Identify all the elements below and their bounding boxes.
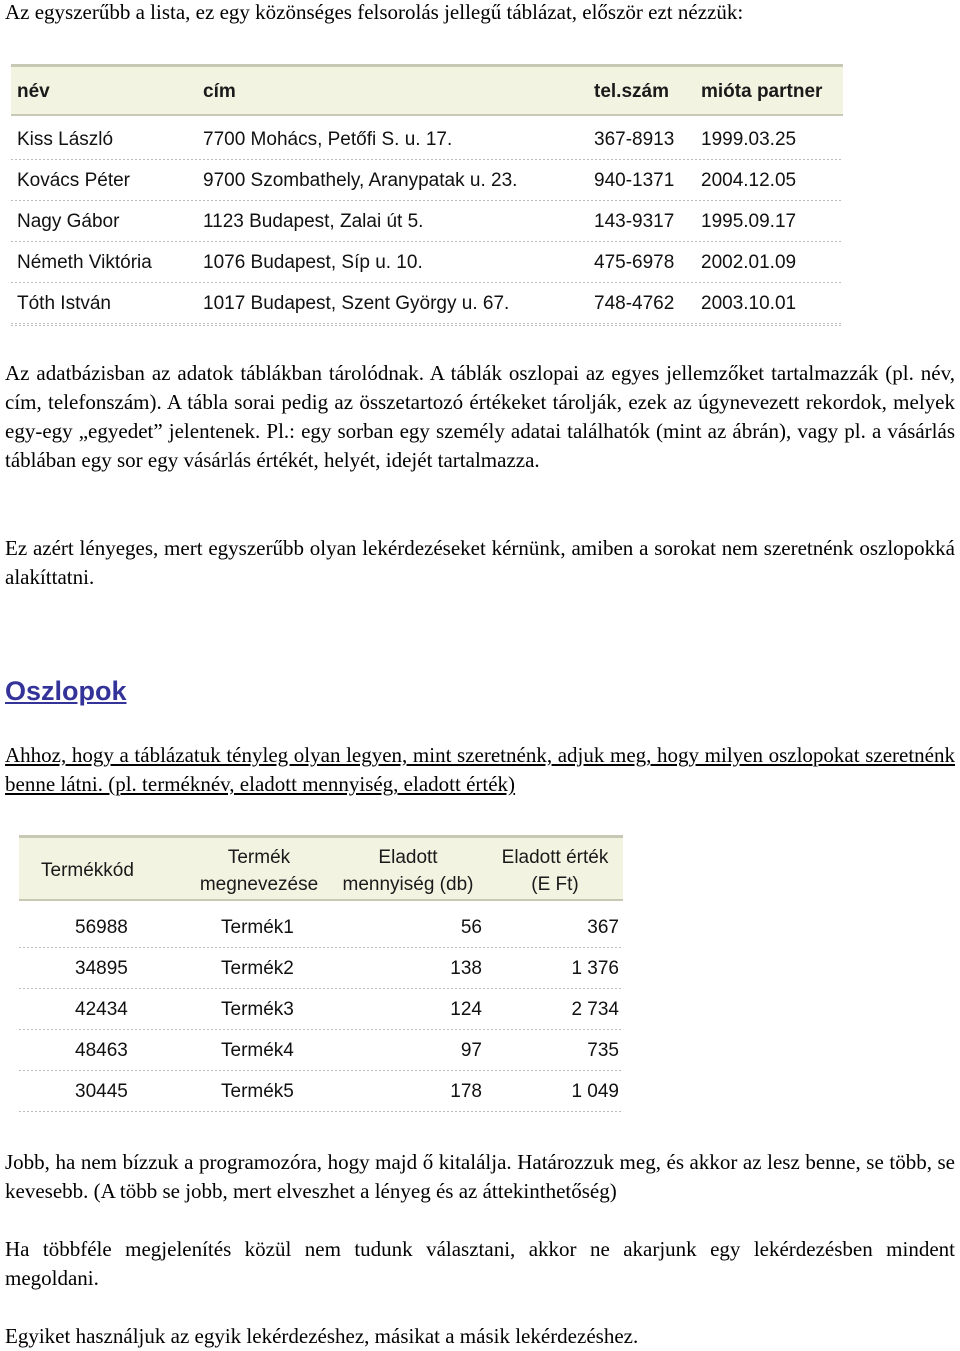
header-termek-line1: Termék	[227, 847, 291, 868]
paragraph-multiple-views: Ha többféle megjelenítés közül nem tudunk választani, akkor ne akarjunk egy lekérdezésben mindent megoldani.	[5, 1237, 955, 1290]
cell-address: 7700 Mohács, Petőfi S. u. 17.	[203, 129, 453, 150]
cell-phone: 367-8913	[594, 129, 675, 150]
paragraph-tables: Az adatbázisban az adatok táblákban tárolódnak. A táblák oszlopai az egyes jellemzőket tartalmazzák (pl. név, cím, telefonszám). A tábla sorai pedig az összetartozó értékeket tárolják, ezek az úgynevezett rekordok, melyek egy-egy „egyedet” jelentenek. Pl.: egy sorban egy személy adatai találhatók (mint az ábrán), vagy pl. a vásárlás táblában egy sor egy vásárlás értékét, helyét, idejét tartalmazza.	[5, 361, 955, 472]
header-ertek-line2: (E Ft)	[531, 874, 579, 895]
cell-phone: 748-4762	[594, 293, 675, 314]
product-table	[19, 835, 623, 1109]
cell-quantity: 178	[450, 1081, 482, 1102]
cell-phone: 143-9317	[594, 211, 675, 232]
header-mennyiseg-line1: Eladott	[378, 847, 438, 868]
cell-quantity: 97	[460, 1040, 482, 1061]
cell-address: 1123 Budapest, Zalai út 5.	[203, 211, 424, 232]
cell-value: 367	[587, 917, 619, 938]
header-cim: cím	[203, 81, 236, 102]
intro-text: Az egyszerűbb a lista, ez egy közönséges felsorolás jellegű táblázat, először ezt nézzük:	[5, 0, 744, 24]
cell-code: 56988	[75, 917, 128, 938]
product-table-header	[19, 835, 623, 901]
cell-product: Termék5	[221, 1081, 294, 1102]
cell-since: 2004.12.05	[701, 170, 797, 191]
header-mennyiseg-line2: mennyiség (db)	[342, 874, 474, 895]
header-ertek-line1: Eladott érték	[501, 847, 609, 868]
cell-name: Tóth István	[17, 293, 111, 314]
cell-since: 2003.10.01	[701, 293, 797, 314]
table-row	[11, 119, 843, 160]
cell-product: Termék1	[221, 917, 294, 938]
header-termekkod: Termékkód	[41, 860, 134, 881]
cell-address: 1076 Budapest, Síp u. 10.	[203, 252, 423, 273]
paragraph-why: Ez azért lényeges, mert egyszerűbb olyan lekérdezéseket kérnünk, amiben a sorokat nem szeretnénk oszlopokká alakíttatni.	[5, 536, 955, 589]
table-row	[11, 242, 843, 283]
cell-product: Termék4	[221, 1040, 294, 1061]
table-row	[11, 283, 843, 324]
table-row	[11, 201, 843, 242]
table-row	[19, 907, 623, 948]
cell-name: Kovács Péter	[17, 170, 130, 191]
header-telszam: tel.szám	[594, 81, 669, 102]
cell-code: 30445	[75, 1081, 128, 1102]
cell-name: Nagy Gábor	[17, 211, 120, 232]
cell-code: 42434	[75, 999, 128, 1020]
cell-product: Termék2	[221, 958, 294, 979]
cell-value: 1 376	[571, 958, 619, 979]
cell-product: Termék3	[221, 999, 294, 1020]
paragraph-programmer: Jobb, ha nem bízzuk a programozóra, hogy majd ő kitalálja. Határozzuk meg, és akkor az lesz benne, se több, se kevesebb. (A több se jobb, mert elveszhet a lényeg és az áttekinthetőség)	[5, 1150, 955, 1203]
cell-code: 48463	[75, 1040, 128, 1061]
paragraph-columns: Ahhoz, hogy a táblázatuk tényleg olyan legyen, mint szeretnénk, adjuk meg, hogy milyen oszlopokat szeretnénk benne látni. (pl. terméknév, eladott mennyiség, eladott érték)	[5, 743, 955, 796]
cell-phone: 940-1371	[594, 170, 675, 191]
section-heading-oszlopok: Oszlopok	[5, 676, 127, 706]
table-row	[19, 1030, 623, 1071]
cell-since: 2002.01.09	[701, 252, 797, 273]
cell-since: 1995.09.17	[701, 211, 797, 232]
partner-table	[11, 64, 843, 326]
table-row	[19, 1071, 623, 1112]
partner-table-header	[11, 64, 843, 116]
cell-code: 34895	[75, 958, 128, 979]
cell-name: Németh Viktória	[17, 252, 152, 273]
cell-value: 2 734	[571, 999, 619, 1020]
cell-quantity: 138	[450, 958, 482, 979]
cell-address: 1017 Budapest, Szent György u. 67.	[203, 293, 510, 314]
header-nev: név	[17, 81, 50, 102]
table-row	[19, 989, 623, 1030]
cell-since: 1999.03.25	[701, 129, 797, 150]
paragraph-one-each: Egyiket használjuk az egyik lekérdezéshez, másikat a másik lekérdezéshez.	[5, 1324, 639, 1348]
header-termek-line2: megnevezése	[199, 874, 319, 895]
table-row	[11, 160, 843, 201]
cell-value: 1 049	[571, 1081, 619, 1102]
table-row	[19, 948, 623, 989]
cell-quantity: 56	[460, 917, 482, 938]
cell-name: Kiss László	[17, 129, 114, 150]
cell-address: 9700 Szombathely, Aranypatak u. 23.	[203, 170, 518, 191]
header-mióta-partner: mióta partner	[701, 81, 823, 102]
cell-value: 735	[587, 1040, 619, 1061]
cell-phone: 475-6978	[594, 252, 675, 273]
cell-quantity: 124	[450, 999, 482, 1020]
